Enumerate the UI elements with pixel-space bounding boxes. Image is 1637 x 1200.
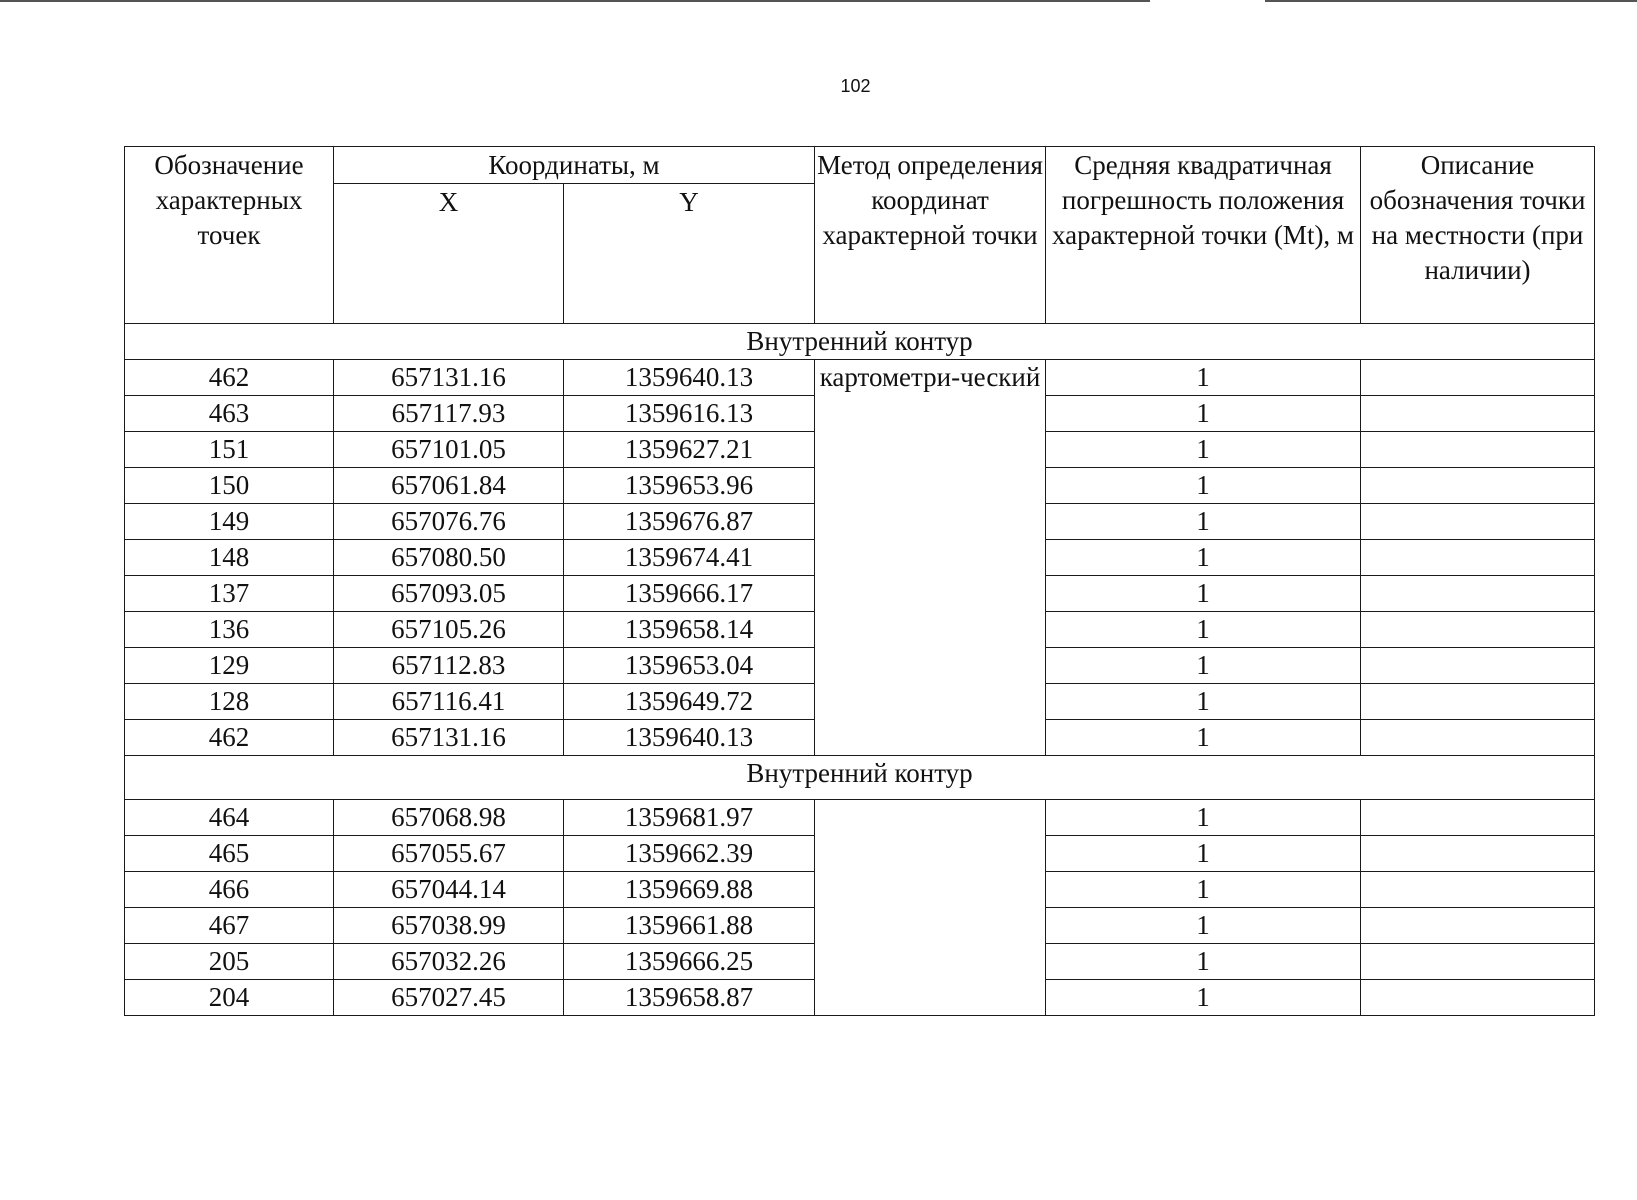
cell-description [1361, 468, 1595, 504]
cell-point: 151 [125, 432, 334, 468]
cell-description [1361, 504, 1595, 540]
cell-description [1361, 540, 1595, 576]
cell-x: 657131.16 [334, 360, 564, 396]
cell-point: 462 [125, 720, 334, 756]
cell-y: 1359681.97 [564, 800, 815, 836]
cell-error: 1 [1046, 980, 1361, 1016]
cell-error: 1 [1046, 612, 1361, 648]
cell-description [1361, 576, 1595, 612]
cell-y: 1359658.14 [564, 612, 815, 648]
cell-point: 464 [125, 800, 334, 836]
cell-error: 1 [1046, 720, 1361, 756]
cell-description [1361, 980, 1595, 1016]
cell-description [1361, 648, 1595, 684]
cell-y: 1359666.17 [564, 576, 815, 612]
header-method: Метод определения координат характерной точки [815, 147, 1046, 324]
cell-point: 465 [125, 836, 334, 872]
cell-y: 1359653.96 [564, 468, 815, 504]
cell-y: 1359666.25 [564, 944, 815, 980]
cell-description [1361, 908, 1595, 944]
cell-error: 1 [1046, 576, 1361, 612]
section-title: Внутренний контур [125, 756, 1595, 800]
cell-point: 467 [125, 908, 334, 944]
header-error: Средняя квадратичная погрешность положения характерной точки (Mt), м [1046, 147, 1361, 324]
cell-x: 657068.98 [334, 800, 564, 836]
cell-point: 204 [125, 980, 334, 1016]
cell-error: 1 [1046, 432, 1361, 468]
page-number: 102 [840, 76, 871, 96]
cell-error: 1 [1046, 836, 1361, 872]
cell-description [1361, 720, 1595, 756]
cell-y: 1359640.13 [564, 720, 815, 756]
cell-y: 1359674.41 [564, 540, 815, 576]
cell-error: 1 [1046, 684, 1361, 720]
cell-point: 462 [125, 360, 334, 396]
cell-x: 657131.16 [334, 720, 564, 756]
cell-description [1361, 944, 1595, 980]
cell-error: 1 [1046, 872, 1361, 908]
cell-error: 1 [1046, 504, 1361, 540]
cell-error: 1 [1046, 540, 1361, 576]
cell-description [1361, 612, 1595, 648]
cell-point: 129 [125, 648, 334, 684]
cell-x: 657055.67 [334, 836, 564, 872]
cell-point: 137 [125, 576, 334, 612]
cell-y: 1359669.88 [564, 872, 815, 908]
cell-point: 148 [125, 540, 334, 576]
cell-x: 657105.26 [334, 612, 564, 648]
cell-error: 1 [1046, 396, 1361, 432]
section-title: Внутренний контур [125, 324, 1595, 360]
cell-description [1361, 684, 1595, 720]
cell-method [815, 800, 1046, 1016]
cell-error: 1 [1046, 648, 1361, 684]
cell-x: 657080.50 [334, 540, 564, 576]
cell-y: 1359616.13 [564, 396, 815, 432]
cell-description [1361, 360, 1595, 396]
cell-y: 1359658.87 [564, 980, 815, 1016]
cell-y: 1359676.87 [564, 504, 815, 540]
cell-description [1361, 432, 1595, 468]
cell-error: 1 [1046, 800, 1361, 836]
cell-x: 657032.26 [334, 944, 564, 980]
scan-edge-right [1265, 0, 1637, 2]
cell-x: 657027.45 [334, 980, 564, 1016]
cell-x: 657112.83 [334, 648, 564, 684]
cell-x: 657093.05 [334, 576, 564, 612]
cell-error: 1 [1046, 908, 1361, 944]
cell-x: 657117.93 [334, 396, 564, 432]
cell-description [1361, 396, 1595, 432]
cell-y: 1359661.88 [564, 908, 815, 944]
cell-y: 1359627.21 [564, 432, 815, 468]
cell-x: 657076.76 [334, 504, 564, 540]
cell-x: 657116.41 [334, 684, 564, 720]
cell-y: 1359662.39 [564, 836, 815, 872]
cell-point: 466 [125, 872, 334, 908]
cell-x: 657044.14 [334, 872, 564, 908]
header-y: Y [564, 184, 815, 324]
header-x: X [334, 184, 564, 324]
cell-y: 1359649.72 [564, 684, 815, 720]
cell-y: 1359640.13 [564, 360, 815, 396]
header-coordinates: Координаты, м [334, 147, 815, 184]
cell-method: картометри-ческий [815, 360, 1046, 756]
cell-point: 128 [125, 684, 334, 720]
cell-description [1361, 800, 1595, 836]
coordinates-table [124, 146, 1595, 1016]
scan-edge-left [0, 0, 1150, 2]
cell-point: 150 [125, 468, 334, 504]
cell-point: 136 [125, 612, 334, 648]
header-description: Описание обозначения точки на местности (при наличии) [1361, 147, 1595, 324]
cell-error: 1 [1046, 944, 1361, 980]
cell-x: 657038.99 [334, 908, 564, 944]
header-point-designation: Обозначение характерных точек [125, 147, 334, 324]
cell-error: 1 [1046, 360, 1361, 396]
cell-error: 1 [1046, 468, 1361, 504]
cell-description [1361, 872, 1595, 908]
cell-x: 657101.05 [334, 432, 564, 468]
cell-x: 657061.84 [334, 468, 564, 504]
cell-y: 1359653.04 [564, 648, 815, 684]
cell-point: 149 [125, 504, 334, 540]
cell-point: 463 [125, 396, 334, 432]
cell-description [1361, 836, 1595, 872]
cell-point: 205 [125, 944, 334, 980]
